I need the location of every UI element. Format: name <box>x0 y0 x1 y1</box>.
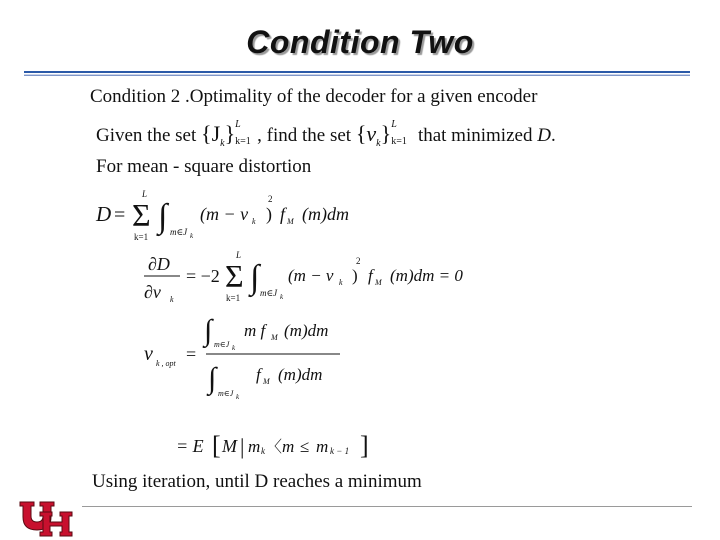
eq3-num-int-lower: m∈J <box>214 340 230 349</box>
eq4-bracket-close: ] <box>360 431 369 460</box>
eq1-sum-upper: L <box>142 189 148 199</box>
eq3-num-tail: (m)dm <box>284 321 329 340</box>
equation-derivative <box>140 248 490 306</box>
eq1-sum-lower: k=1 <box>134 232 149 242</box>
eq1-integrand-close: ) <box>266 204 272 224</box>
set-J-upper: L <box>235 119 241 130</box>
eq2-denominator-sub: k <box>170 295 174 304</box>
eq4-le: ≤ <box>300 437 310 456</box>
set-J-lower: k=1 <box>235 136 251 147</box>
eq3-den-integral: ∫ <box>208 362 217 395</box>
eq1-lhs: D <box>96 202 112 226</box>
given-D: D <box>537 125 551 146</box>
eq1-equals: = <box>114 204 126 226</box>
eq3-lhs-sub: k , opt <box>156 359 176 368</box>
eq3-den-tail: (m)dm <box>278 365 323 384</box>
eq4-m2: m <box>282 437 295 456</box>
set-J: $\{J_k\}$ <box>201 121 236 149</box>
eq2-equals: = −2 <box>186 266 220 286</box>
eq4-m1-sub: k <box>261 446 265 456</box>
eq4-m1: m <box>248 437 261 456</box>
given-prefix: Given the set <box>96 125 197 146</box>
given-period: . <box>550 125 556 146</box>
eq2-density-sub: M <box>375 278 382 287</box>
eq2-tail: (m)dm = 0 <box>390 266 463 285</box>
eq4-M: M <box>222 436 237 456</box>
eq2-sum-upper: L <box>236 250 242 260</box>
given-suffix: that minimized <box>417 125 533 146</box>
eq4-lt: 〈 <box>266 439 283 456</box>
eq4-m3-sub: k − 1 <box>330 446 350 456</box>
eq3-num-body-sub: M <box>271 333 278 342</box>
eq2-integrand-close: ) <box>352 266 358 285</box>
eq4-bar: | <box>240 434 245 459</box>
eq2-numerator: ∂D <box>148 254 170 274</box>
eq3-den-int-lower: m∈J <box>218 389 234 398</box>
eq2-int-lower: m∈J <box>260 288 278 298</box>
eq3-den-body-sub: M <box>263 377 270 386</box>
eq1-integral-symbol: ∫ <box>158 198 168 235</box>
equation-distortion <box>90 188 390 246</box>
eq2-power: 2 <box>356 256 361 266</box>
condition-heading: Condition 2 .Optimality of the decoder for a given encoder <box>90 86 538 107</box>
eq1-int-lower: m∈J <box>170 227 188 237</box>
eq4-m3: m <box>316 437 329 456</box>
eq1-power: 2 <box>268 194 273 204</box>
eq2-integrand: (m − ν <box>288 266 334 285</box>
eq1-tail: (m)dm <box>302 204 349 224</box>
title-divider <box>24 71 690 76</box>
eq3-den-body: f <box>256 365 261 384</box>
set-nu-upper: L <box>391 119 397 130</box>
footer-divider <box>82 506 692 507</box>
eq3-equals: = <box>186 344 197 364</box>
conclusion-text: Using iteration, until D reaches a minimum <box>92 471 422 492</box>
eq1-integrand-sub: k <box>252 217 256 226</box>
given-middle: , find the set <box>257 125 352 146</box>
eq1-sum-symbol: Σ <box>132 197 151 233</box>
eq2-denominator: ∂ν <box>144 282 161 302</box>
equation-optimal-decoder <box>140 308 370 400</box>
set-nu: $\{\nu_k\}$ <box>355 121 392 149</box>
distortion-heading: For mean - square distortion <box>96 156 312 177</box>
given-statement <box>96 121 556 147</box>
university-logo-icon <box>18 498 76 538</box>
eq2-integral-symbol: ∫ <box>250 259 260 296</box>
eq1-density: f <box>280 204 286 224</box>
eq2-int-lower-sub: k <box>280 293 284 301</box>
eq2-integrand-sub: k <box>339 278 343 287</box>
eq1-integrand: (m − ν <box>200 204 249 224</box>
eq4-bracket-open: [ <box>212 431 221 460</box>
eq3-num-int-lower-sub: k <box>232 344 236 352</box>
slide-title: Condition Two <box>246 24 474 60</box>
eq3-lhs: ν <box>144 343 153 365</box>
eq2-sum-symbol: Σ <box>225 258 244 294</box>
eq2-density: f <box>368 266 373 285</box>
eq2-sum-lower: k=1 <box>226 293 241 303</box>
eq3-num-integral: ∫ <box>204 314 213 347</box>
eq1-density-sub: M <box>287 217 294 226</box>
equation-conditional-expectation <box>176 424 386 464</box>
eq3-num-body: m f <box>244 321 266 340</box>
set-nu-lower: k=1 <box>391 136 407 147</box>
eq1-int-lower-sub: k <box>190 232 194 240</box>
eq3-den-int-lower-sub: k <box>236 393 240 400</box>
eq4-lead: = E <box>176 436 204 456</box>
